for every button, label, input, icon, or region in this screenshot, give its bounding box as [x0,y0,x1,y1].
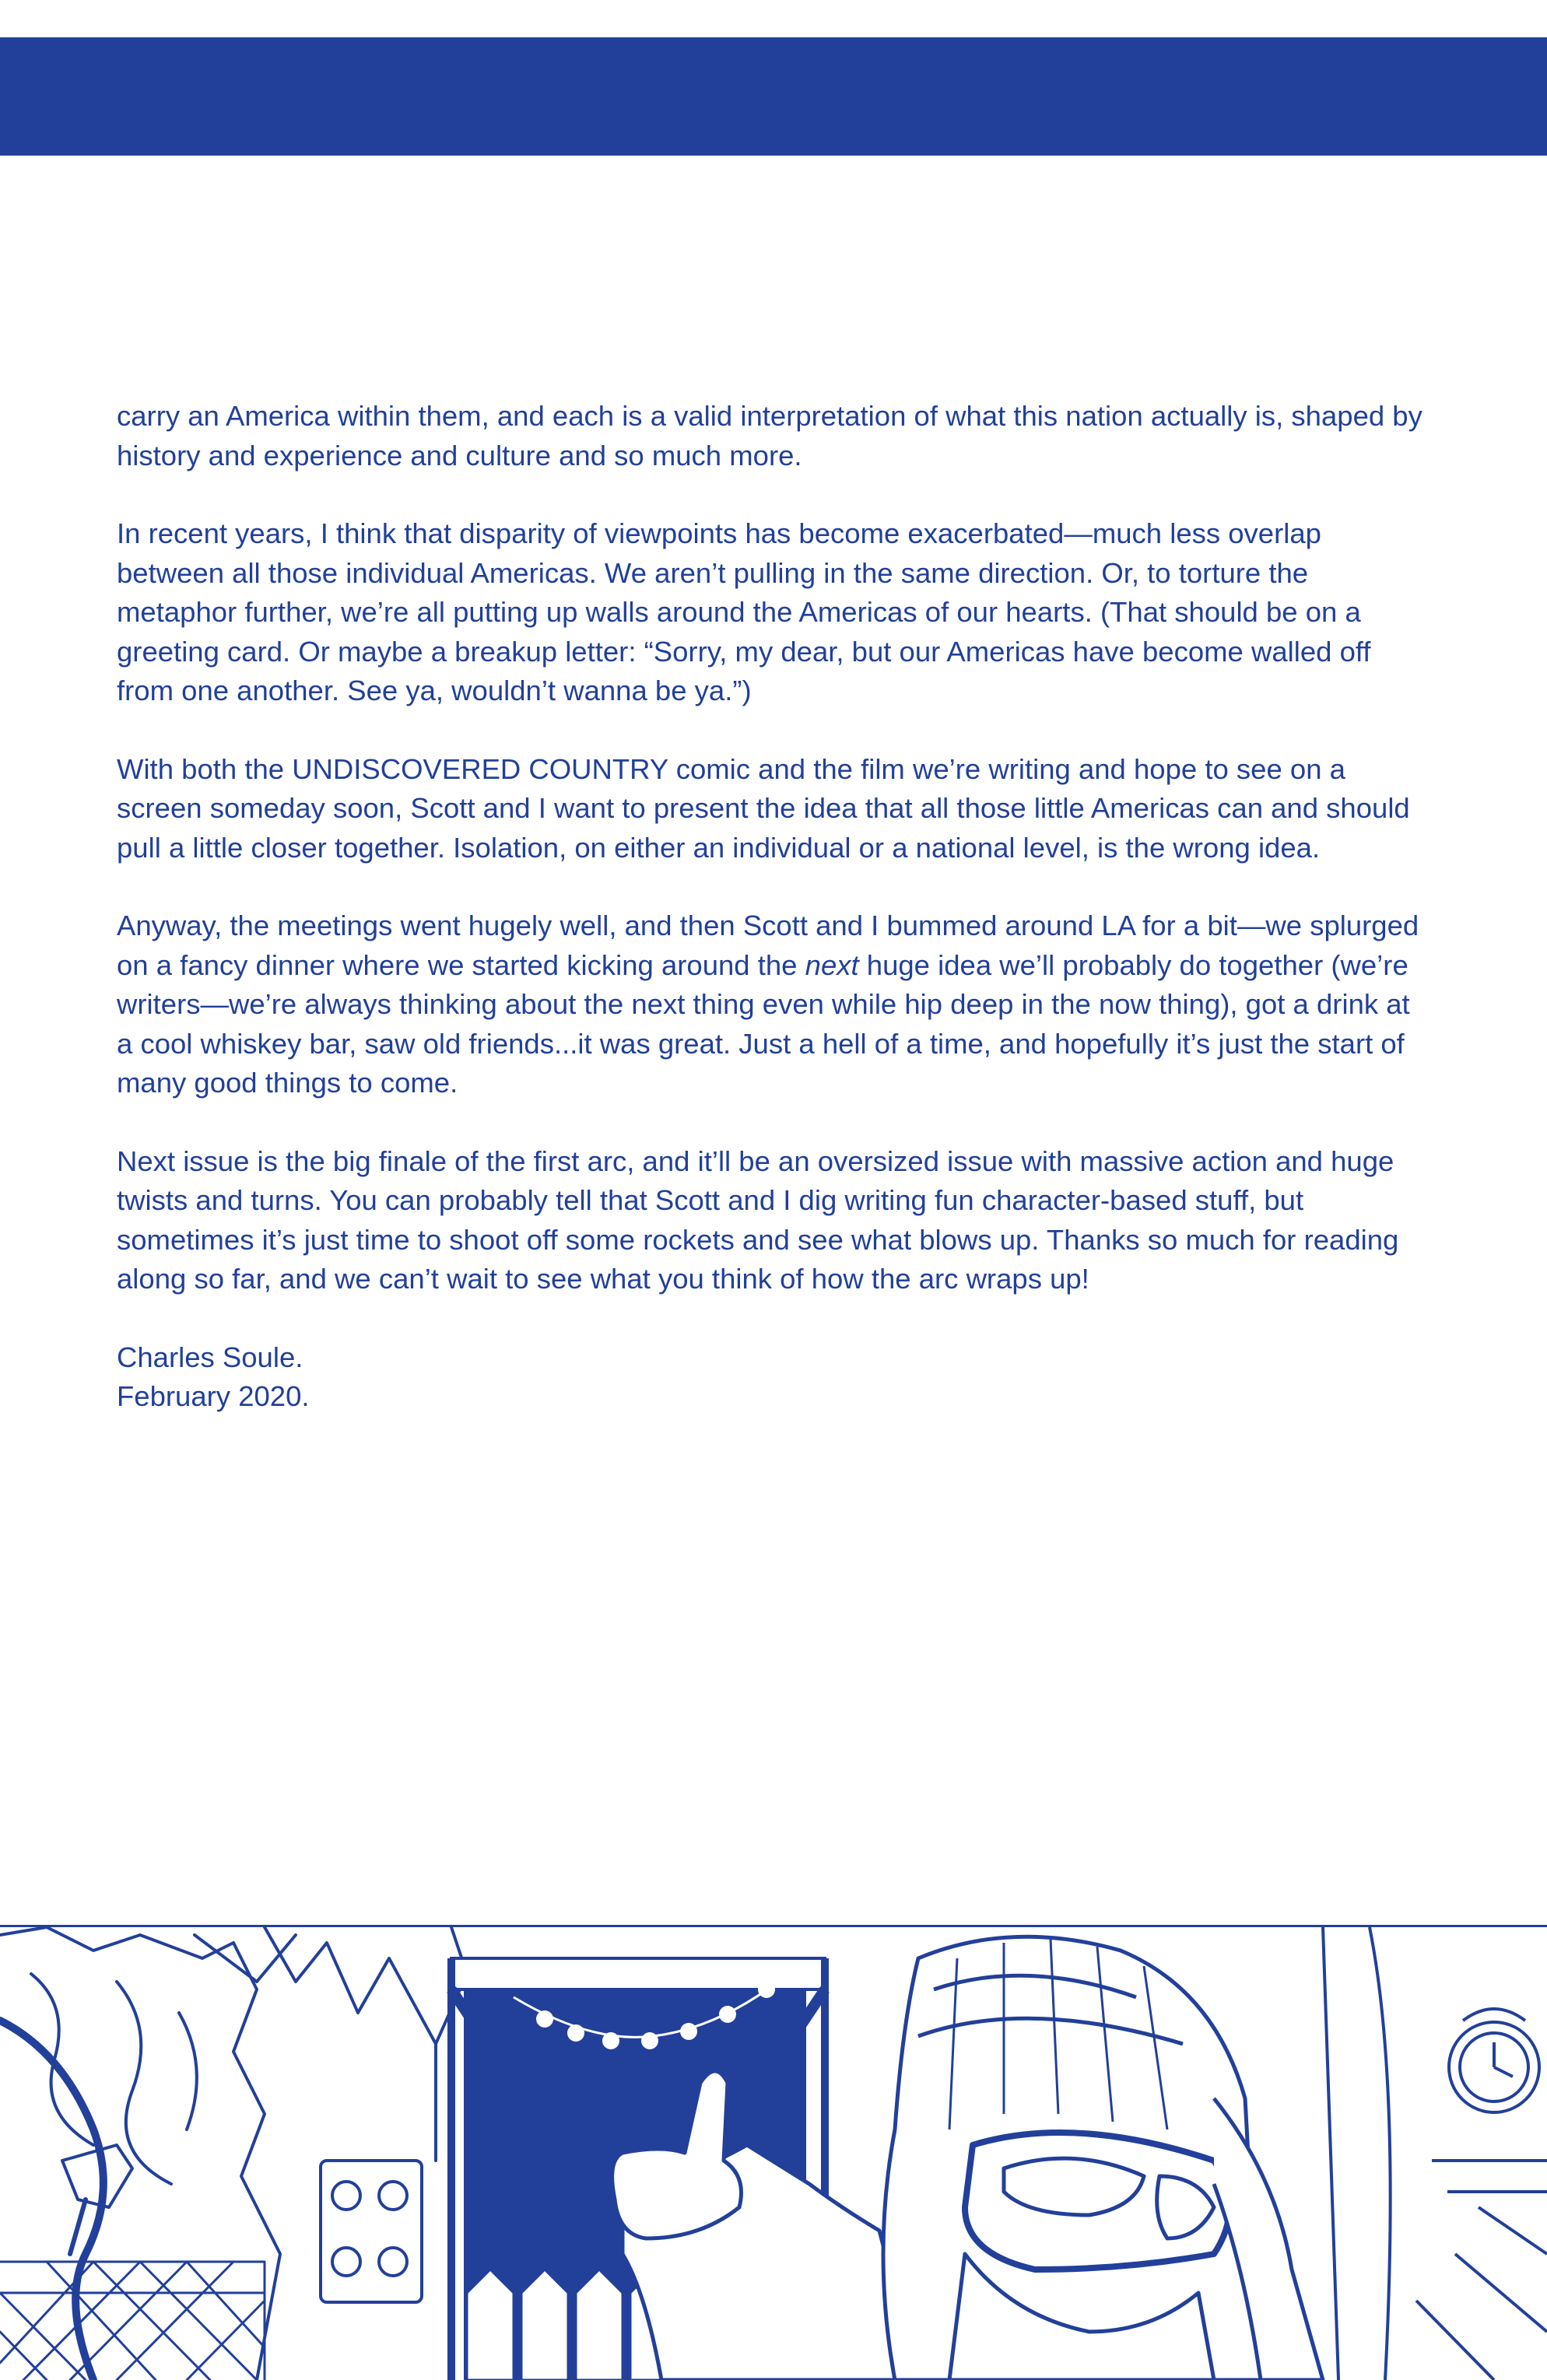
signboard-left [195,1935,296,1982]
header-color-band [0,37,1547,156]
right-wall [1323,1927,1391,2380]
letter-paragraph-4-start: Anyway, the meetings went hugely well, and then Scott and I bummed around LA for a bit—we splurged on a fancy dinner where we started kicking around the [117,910,1419,981]
signature-block [117,1338,1430,1417]
letter-body [117,397,1430,1456]
letter-paragraph-3: With both the UNDISCOVERED COUNTRY comic and the film we’re writing and hope to see on a screen someday soon, Scott and I want to present the idea that all those little Americas can and should pull a little closer together. Isolation, on either an individual or a national level, is the wrong idea. [117,752,1410,864]
letter-paragraph-2: In recent years, I think that disparity of viewpoints has become exacerbated—much less overlap between all those individual Americas. We aren’t pulling in the same direction. Or, to torture the metaphor further, we’re all putting up walls around the Americas of our hearts. (That should be on a greeting card. Or maybe a breakup letter: “Sorry, my dear, but our Americas have become walled off from one another. See ya, wouldn’t wanna be ya.”) [117,517,1371,706]
letter-paragraph-4-end: huge idea we’ll probably do together (we’re writers—we’re always thinking about the next thing even while hip deep in the now thing), got a drink at a cool whiskey bar, saw old friends...it was great. Just a hell of a time, and hopefully it’s just the start of many good things to come. [117,948,1410,1099]
lattice-fence [0,2262,265,2380]
letter-paragraph-1: carry an America within them, and each is a valid interpretation of what this nation actually is, shaped by history and experience and culture and so much more. [117,400,1422,471]
comic-art-illustration [0,1927,1547,2380]
letter-paragraph-5: Next issue is the big finale of the first arc, and it’ll be an oversized issue with massive action and huge twists and turns. You can probably tell that Scott and I dig writing fun character-based stuff, but sometimes it’s just time to shoot off some rockets and see what blows up. Thanks so much for reading along so far, and we can’t wait to see what you think of how the arc wraps up! [117,1144,1399,1295]
comic-art-panel [0,1925,1547,2380]
letter-paragraph-4 [117,906,1430,1103]
signature-name: Charles Soule. [117,1341,303,1373]
letter-emphasis-next: next [805,948,859,981]
signature-date: February 2020. [117,1380,310,1412]
left-rock-wall [0,1927,280,2380]
electrical-box [321,2161,422,2302]
